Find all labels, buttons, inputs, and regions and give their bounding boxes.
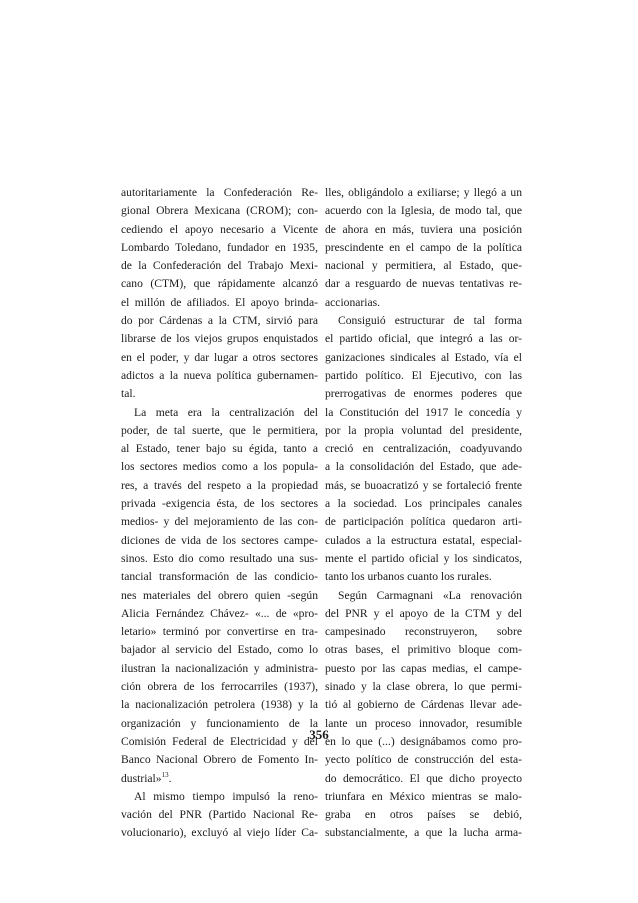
text-line bbox=[121, 824, 318, 842]
line-text: vación del PNR (Partido Nacional Re- bbox=[121, 808, 318, 822]
text-line bbox=[121, 221, 318, 239]
text-line bbox=[121, 275, 318, 293]
text-line bbox=[325, 367, 522, 385]
line-text: partido político. El Ejecutivo, con las bbox=[325, 368, 522, 382]
text-line bbox=[325, 532, 522, 550]
line-text: poder, de tal suerte, que le permitiera, bbox=[121, 423, 318, 437]
line-text: tanto los urbanos cuanto los rurales. bbox=[325, 570, 492, 584]
left-text-column bbox=[121, 184, 318, 843]
text-line bbox=[121, 770, 318, 788]
text-line bbox=[121, 458, 318, 476]
text-line bbox=[325, 605, 522, 623]
line-text: campesinado reconstruyeron, sobre bbox=[325, 625, 522, 639]
text-line bbox=[325, 221, 522, 239]
line-text: gional Obrera Mexicana (CROM); con- bbox=[121, 204, 318, 218]
text-line bbox=[325, 458, 522, 476]
line-text: triunfara en México mientras se malo- bbox=[325, 789, 522, 803]
text-line bbox=[121, 788, 318, 806]
line-text: los sectores medios como a los popula- bbox=[121, 460, 318, 474]
line-text: medios- y del mejoramiento de las con- bbox=[121, 515, 318, 529]
line-text: Lombardo Toledano, fundador en 1935, bbox=[121, 240, 318, 254]
text-line bbox=[121, 294, 318, 312]
text-line bbox=[121, 623, 318, 641]
page-number: 356 bbox=[309, 727, 329, 742]
line-text: culados a la estructura estatal, especial- bbox=[325, 533, 522, 547]
line-text: res, a través del respeto a la propiedad bbox=[121, 478, 318, 492]
text-line bbox=[121, 404, 318, 422]
text-line bbox=[325, 696, 522, 714]
line-text: en lo que (...) designábamos como pro- bbox=[325, 734, 522, 748]
line-text: mente el partido oficial y los sindicatos, bbox=[325, 551, 522, 565]
line-text: do por Cárdenas a la CTM, sirvió para bbox=[121, 314, 318, 328]
line-text: el millón de afiliados. El apoyo brinda- bbox=[121, 295, 318, 309]
line-text: la Constitución del 1917 le concedía y bbox=[325, 405, 522, 419]
text-line bbox=[325, 660, 522, 678]
line-text: dustrial» bbox=[121, 771, 162, 785]
line-text: tal. bbox=[121, 387, 136, 401]
text-line bbox=[325, 330, 522, 348]
text-line bbox=[325, 641, 522, 659]
line-text: nes materiales del obrero quien -según bbox=[121, 588, 318, 602]
line-text: sinado y la clase obrera, lo que permi- bbox=[325, 680, 522, 694]
line-text: de ahora en más, tuviera una posición bbox=[325, 222, 522, 236]
line-text: tió al gobierno de Cárdenas llevar ade- bbox=[325, 698, 522, 712]
text-line bbox=[121, 641, 318, 659]
line-text: Banco Nacional Obrero de Fomento In- bbox=[121, 753, 318, 767]
line-text: lles, obligándolo a exiliarse; y llegó a un bbox=[325, 186, 522, 199]
line-text: Comisión Federal de Electricidad y del bbox=[121, 734, 318, 748]
text-line bbox=[121, 806, 318, 824]
line-text: cano (CTM), que rápidamente alcanzó bbox=[121, 277, 318, 291]
text-line bbox=[325, 440, 522, 458]
text-line bbox=[325, 751, 522, 769]
line-text: a la sociedad. Los principales canales bbox=[325, 497, 522, 511]
text-line bbox=[121, 330, 318, 348]
text-line bbox=[325, 349, 522, 367]
line-text: sinos. Esto dio como resultado una sus- bbox=[121, 551, 318, 565]
text-line bbox=[325, 312, 522, 330]
right-text-column bbox=[325, 184, 522, 843]
text-line bbox=[325, 568, 522, 586]
text-line bbox=[121, 495, 318, 513]
line-text: ción obrera de los ferrocarriles (1937), bbox=[121, 680, 318, 694]
line-text: Alicia Fernández Chávez- «... de «pro- bbox=[121, 606, 318, 620]
line-text: adictos a la nueva política gubernamen- bbox=[121, 368, 318, 382]
text-line bbox=[325, 202, 522, 220]
line-text: substancialmente, a que la lucha arma- bbox=[325, 826, 522, 840]
text-line bbox=[325, 788, 522, 806]
text-line bbox=[121, 660, 318, 678]
line-text: cediendo el apoyo necesario a Vicente bbox=[121, 222, 318, 236]
line-text: prescindente en el campo de la política bbox=[325, 240, 522, 254]
line-text: do democrático. El que dicho proyecto bbox=[325, 771, 522, 785]
line-text: dar a resguardo de nuevas tentativas re- bbox=[325, 277, 522, 291]
text-line bbox=[121, 513, 318, 531]
text-line bbox=[121, 568, 318, 586]
line-text: lante un proceso innovador, resumible bbox=[325, 716, 522, 730]
line-text: otras bases, el primitivo bloque com- bbox=[325, 643, 522, 657]
line-text: de la Confederación del Trabajo Mexi- bbox=[121, 259, 318, 273]
text-line bbox=[325, 257, 522, 275]
text-line bbox=[325, 184, 522, 202]
text-line bbox=[325, 623, 522, 641]
line-text: a la consolidación del Estado, que ade- bbox=[325, 460, 522, 474]
text-line bbox=[121, 367, 318, 385]
line-text: bajador al servicio del Estado, como lo bbox=[121, 643, 318, 657]
line-tail: . bbox=[168, 771, 172, 785]
text-line bbox=[325, 495, 522, 513]
line-text: acuerdo con la Iglesia, de modo tal, que bbox=[325, 204, 522, 218]
text-line bbox=[325, 239, 522, 257]
line-text: Según Carmagnani «La renovación bbox=[338, 588, 522, 602]
line-text: privada -exigencia ésta, de los sectores bbox=[121, 497, 318, 511]
line-text: librarse de los viejos grupos enquistados bbox=[121, 332, 318, 346]
line-text: la nacionalización petrolera (1938) y la bbox=[121, 698, 318, 712]
text-line bbox=[325, 385, 522, 403]
text-line bbox=[121, 477, 318, 495]
line-text: nacional y permitiera, al Estado, que- bbox=[325, 259, 522, 273]
line-text: puesto por las capas medias, el campe- bbox=[325, 661, 522, 675]
text-line bbox=[325, 806, 522, 824]
text-line bbox=[325, 824, 522, 842]
line-text: autoritariamente la Confederación Re- bbox=[121, 186, 318, 199]
text-line bbox=[325, 678, 522, 696]
line-text: al Estado, tener bajo su égida, tanto a bbox=[121, 442, 318, 456]
text-line bbox=[325, 587, 522, 605]
line-text: volucionario), excluyó al viejo líder Ca- bbox=[121, 826, 318, 840]
line-text: creció en centralización, coadyuvando bbox=[325, 442, 522, 456]
text-line bbox=[121, 751, 318, 769]
line-text: de participación política quedaron arti- bbox=[325, 515, 522, 529]
footnote-marker: 13 bbox=[161, 770, 169, 779]
text-line bbox=[121, 385, 318, 403]
line-text: tancial transformación de las condicio- bbox=[121, 570, 318, 584]
line-text: Consiguió estructurar de tal forma bbox=[338, 314, 522, 328]
text-line bbox=[325, 550, 522, 568]
line-text: yecto político de construcción del esta- bbox=[325, 753, 522, 767]
line-text: prerrogativas de enormes poderes que bbox=[325, 387, 522, 401]
line-text: accionarias. bbox=[325, 295, 381, 309]
line-text: diciones de vida de los sectores campe- bbox=[121, 533, 318, 547]
text-line bbox=[121, 239, 318, 257]
text-line bbox=[121, 678, 318, 696]
line-text: del PNR y el apoyo de la CTM y del bbox=[325, 606, 522, 620]
text-line bbox=[121, 257, 318, 275]
line-text: graba en otros países se debió, bbox=[325, 808, 522, 822]
line-text: ilustran la nacionalización y administra- bbox=[121, 661, 318, 675]
line-text: más, se buoacratizó y se fortaleció frente bbox=[325, 478, 522, 492]
text-line bbox=[121, 184, 318, 202]
text-line bbox=[121, 587, 318, 605]
line-text: organización y funcionamiento de la bbox=[121, 716, 318, 730]
text-line bbox=[325, 477, 522, 495]
text-line bbox=[121, 605, 318, 623]
text-line bbox=[325, 294, 522, 312]
text-line bbox=[121, 440, 318, 458]
line-text: ganizaciones sindicales al Estado, vía el bbox=[325, 350, 522, 364]
text-line bbox=[121, 550, 318, 568]
text-line bbox=[121, 422, 318, 440]
text-line bbox=[121, 696, 318, 714]
line-text: en el poder, y dar lugar a otros sectores bbox=[121, 350, 318, 364]
text-line bbox=[121, 312, 318, 330]
text-line bbox=[325, 513, 522, 531]
text-line bbox=[121, 202, 318, 220]
line-text: letario» terminó por convertirse en tra- bbox=[121, 625, 318, 639]
text-line bbox=[325, 770, 522, 788]
text-line bbox=[325, 275, 522, 293]
text-line bbox=[325, 422, 522, 440]
text-line bbox=[121, 532, 318, 550]
line-text: por la propia voluntad del presidente, bbox=[325, 423, 522, 437]
line-text: Al mismo tiempo impulsó la reno- bbox=[134, 789, 318, 803]
line-text: el partido oficial, que integró a las or- bbox=[325, 332, 522, 346]
text-line bbox=[121, 349, 318, 367]
text-line bbox=[325, 404, 522, 422]
line-text: La meta era la centralización del bbox=[134, 405, 318, 419]
